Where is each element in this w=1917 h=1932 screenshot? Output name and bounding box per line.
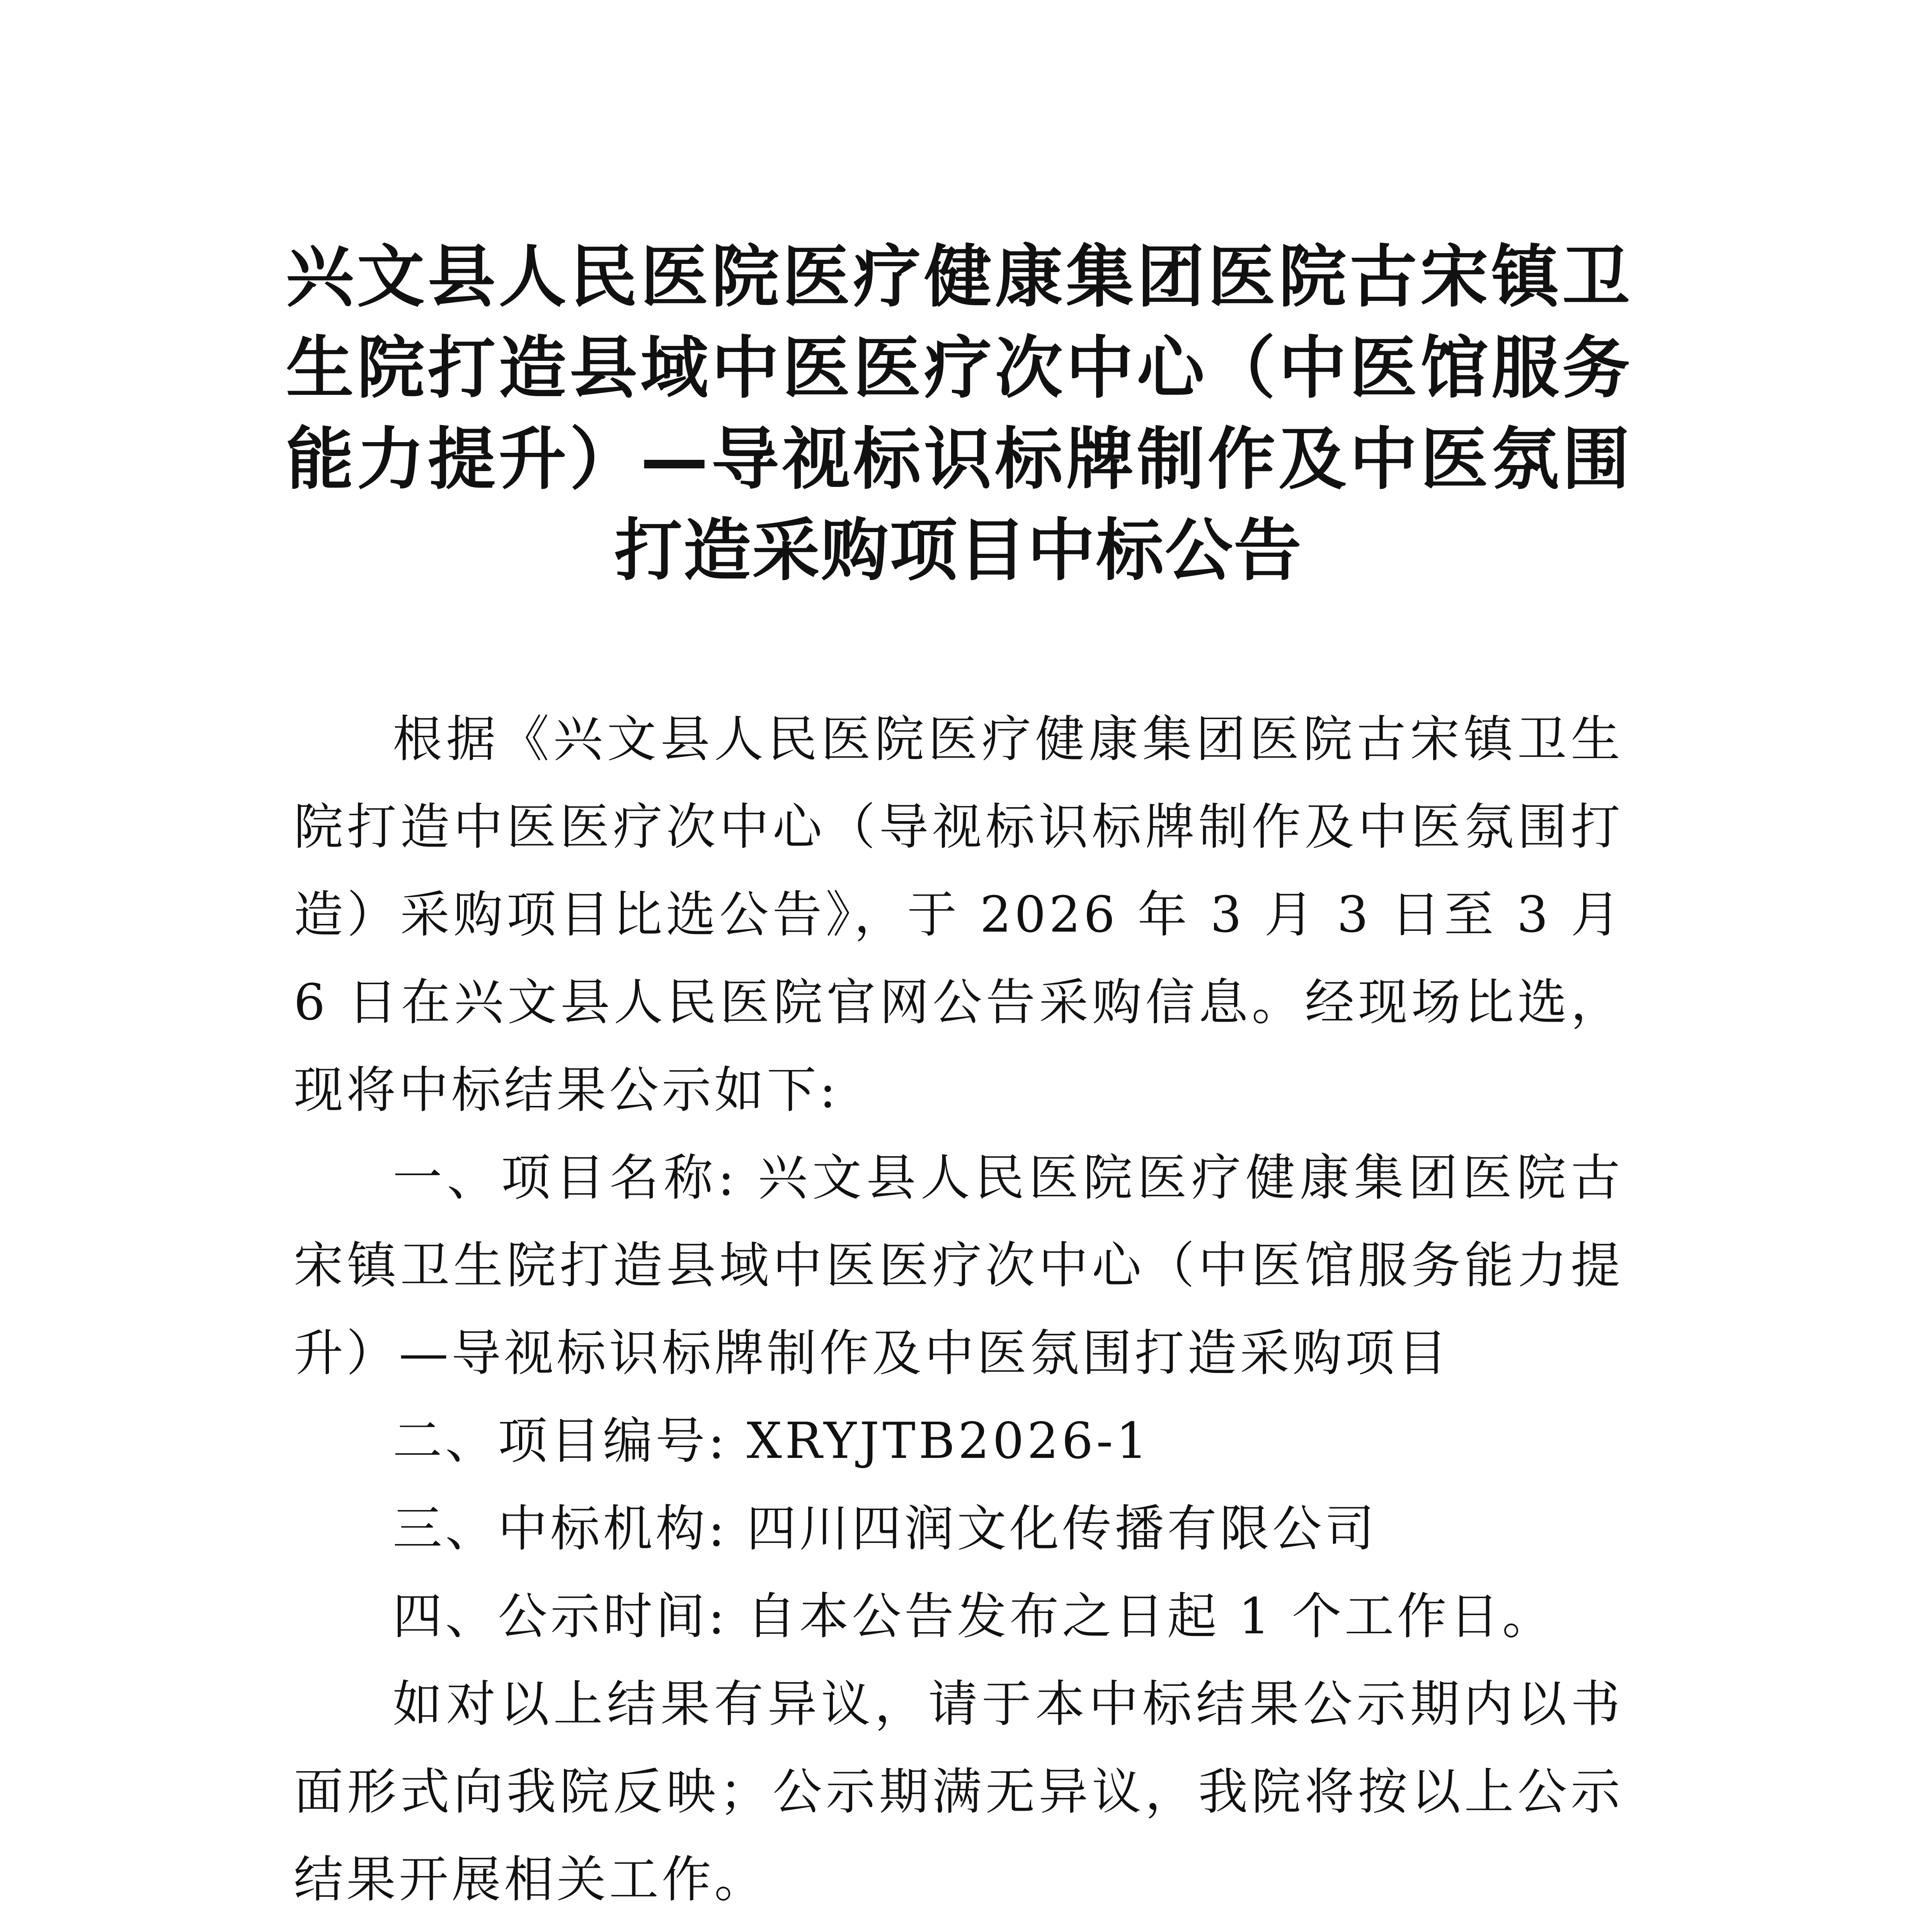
item-project-name	[294, 1134, 1623, 1397]
objection-paragraph: 如对以上结果有异议，请于本中标结果公示期内以书面形式向我院反映；公示期满无异议，我院将按以上公示结果开展相关工作。	[294, 1675, 1623, 1908]
item-label: 一、项目名称:	[393, 1149, 738, 1207]
document-title: 兴文县人民医院医疗健康集团医院古宋镇卫生院打造县域中医医疗次中心（中医馆服务能力提升）—导视标识标牌制作及中医氛围打造采购项目中标公告	[286, 238, 1631, 590]
item-label: 二、项目编号:	[393, 1412, 728, 1470]
document-body	[294, 696, 1623, 1932]
item-value: XRYJTB2026-1	[746, 1412, 1151, 1470]
item-value: 四川四润文化传播有限公司	[746, 1500, 1377, 1558]
item-winning-bidder	[294, 1485, 1623, 1573]
item-label: 四、公示时间:	[393, 1588, 728, 1645]
item-value: 自本公告发布之日起 1 个工作日。	[746, 1588, 1555, 1645]
item-value: 兴文县人民医院医疗健康集团医院古宋镇卫生院打造县域中医医疗次中心（中医馆服务能力提升）—导视标识标牌制作及中医氛围打造采购项目	[294, 1149, 1623, 1382]
contact-line	[294, 1923, 1623, 1932]
item-label: 三、中标机构:	[393, 1500, 728, 1558]
item-project-number	[294, 1397, 1623, 1485]
item-publicity-period	[294, 1573, 1623, 1660]
intro-paragraph: 根据《兴文县人民医院医疗健康集团医院古宋镇卫生院打造中医医疗次中心（导视标识标牌制作及中医氛围打造）采购项目比选公告》，于 2026 年 3 月 3 日至 3 月 6 日在兴文县人民医院官网公告采购信息。经现场比选，现将中标结果公示如下:	[294, 711, 1623, 1119]
